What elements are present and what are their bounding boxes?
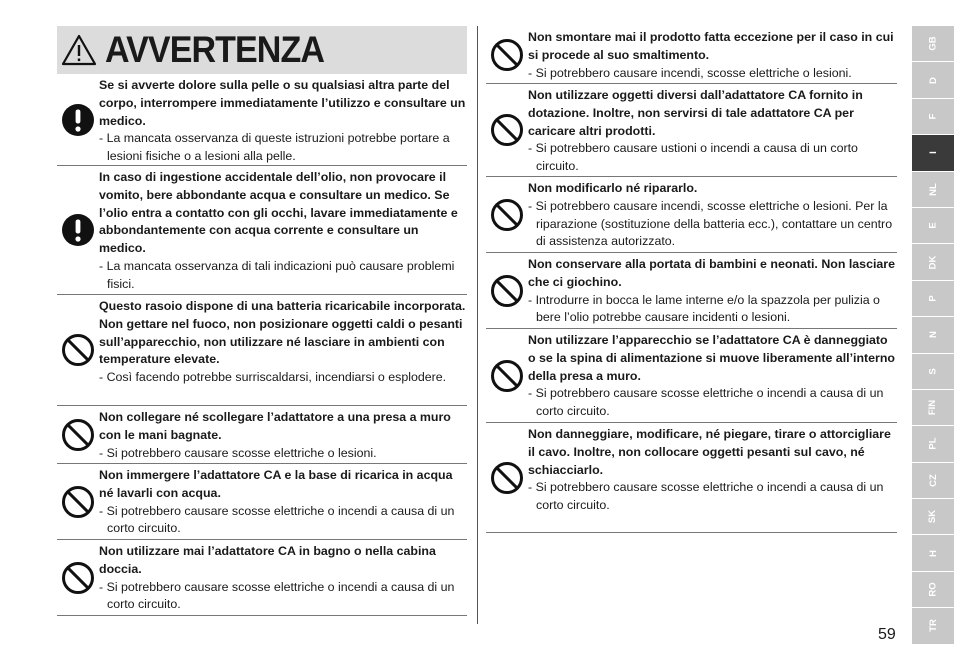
language-tabs xyxy=(912,26,954,645)
warning-triangle-icon xyxy=(61,34,97,66)
warning-item xyxy=(486,26,897,84)
language-tab-label: GB xyxy=(927,36,939,51)
warning-text: Non modificarlo né ripararlo. xyxy=(528,181,698,195)
language-tab-f[interactable] xyxy=(912,99,954,135)
language-tab-label: H xyxy=(927,549,939,557)
prohibited-icon xyxy=(486,177,528,252)
prohibited-icon xyxy=(486,423,528,532)
prohibited-icon xyxy=(486,26,528,83)
language-tab-label: NL xyxy=(927,182,939,196)
consequence-text: - Si potrebbero causare ustioni o incendi a causa di un corto circuito. xyxy=(528,141,858,174)
exclamation-icon xyxy=(57,74,99,165)
language-tab-label: TR xyxy=(927,619,939,633)
consequence-text: - Si potrebbero causare scosse elettriche o incendi a causa di un corto circuito. xyxy=(99,503,455,536)
warning-item xyxy=(486,253,897,329)
warning-text: Non utilizzare oggetti diversi dall’adattatore CA fornito in dotazione. Inoltre, non servirsi di tale adattatore CA per caricare altri prodotti. xyxy=(528,88,863,138)
language-tab-label: PL xyxy=(927,437,939,451)
prohibited-icon xyxy=(486,253,528,328)
warning-item xyxy=(486,329,897,423)
consequence-text: - Introdurre in bocca le lame interne e/o la spazzola per pulizia o bere l’olio potrebbe causare incidenti o lesioni. xyxy=(528,292,880,325)
language-tab-label: FIN xyxy=(927,399,939,416)
language-tab-label: P xyxy=(927,295,939,302)
page-number: 59 xyxy=(878,626,896,643)
language-tab-n[interactable] xyxy=(912,317,954,353)
language-tab-label: N xyxy=(927,331,939,339)
prohibited-icon xyxy=(57,464,99,539)
language-tab-tr[interactable] xyxy=(912,608,954,644)
language-tab-label: D xyxy=(927,76,939,84)
warning-text: Se si avverte dolore sulla pelle o su qualsiasi altra parte del corpo, interrompere immediatamente l’utilizzo e consultare un medico. xyxy=(99,78,466,128)
warning-item xyxy=(57,295,467,406)
consequence-text: - La mancata osservanza di tali indicazioni può causare problemi fisici. xyxy=(99,258,455,291)
warning-item xyxy=(57,406,467,464)
consequence-text: - La mancata osservanza di queste istruzioni potrebbe portare a lesioni fisiche o a lesioni alla pelle. xyxy=(99,131,450,164)
warning-text: Non danneggiare, modificare, né piegare, tirare o attorcigliare il cavo. Inoltre, non collocare oggetti pesanti sul cavo, né schiacciarlo. xyxy=(528,427,891,477)
language-tab-label: CZ xyxy=(927,474,939,487)
warning-item xyxy=(57,166,467,295)
language-tab-sk[interactable] xyxy=(912,499,954,535)
warning-text: Non immergere l’adattatore CA e la base di ricarica in acqua né lavarli con acqua. xyxy=(99,468,453,500)
prohibited-icon xyxy=(57,406,99,463)
exclamation-icon xyxy=(57,166,99,294)
warning-text: Non collegare né scollegare l’adattatore a una presa a muro con le mani bagnate. xyxy=(99,410,451,442)
consequence-text: - Si potrebbero causare scosse elettriche o lesioni. xyxy=(99,445,377,460)
warning-item xyxy=(57,74,467,166)
warning-text: Non utilizzare l’apparecchio se l’adattatore CA è danneggiato o se la spina di alimentazione si muove liberamente all’interno della presa a muro. xyxy=(528,333,896,383)
prohibited-icon xyxy=(57,295,99,405)
warning-item xyxy=(486,177,897,253)
language-tab-s[interactable] xyxy=(912,354,954,390)
warning-text: Non smontare mai il prodotto fatta eccezione per il caso in cui si procede al suo smaltimento. xyxy=(528,30,894,62)
prohibited-icon xyxy=(486,84,528,176)
consequence-text: - Si potrebbero causare incendi, scosse elettriche o lesioni. Per la riparazione (sostituzione della batteria ecc.), contattare un centro di assistenza autorizzato. xyxy=(528,198,893,249)
consequence-text: - Si potrebbero causare scosse elettriche o incendi a causa di un corto circuito. xyxy=(528,480,884,513)
language-tab-pl[interactable] xyxy=(912,426,954,462)
page-title: AVVERTENZA xyxy=(105,29,325,70)
warning-text: Non conservare alla portata di bambini e neonati. Non lasciare che ci giochino. xyxy=(528,257,896,289)
warning-item xyxy=(57,464,467,540)
language-tab-cz[interactable] xyxy=(912,463,954,499)
column-divider xyxy=(477,26,478,624)
language-tab-label: DK xyxy=(927,255,939,269)
prohibited-icon xyxy=(486,329,528,422)
warning-item xyxy=(486,84,897,177)
language-tab-label: SK xyxy=(927,510,939,524)
language-tab-label: RO xyxy=(927,582,939,597)
consequence-text: - Si potrebbero causare incendi, scosse elettriche o lesioni. xyxy=(528,65,852,80)
consequence-text: - Si potrebbero causare scosse elettriche o incendi a causa di un corto circuito. xyxy=(99,579,455,612)
language-tab-label: I xyxy=(927,151,939,155)
language-tab-nl[interactable] xyxy=(912,172,954,208)
language-tab-ro[interactable] xyxy=(912,572,954,608)
language-tab-fin[interactable] xyxy=(912,390,954,426)
prohibited-icon xyxy=(57,540,99,615)
language-tab-p[interactable] xyxy=(912,281,954,317)
warning-text: In caso di ingestione accidentale dell’olio, non provocare il vomito, bere abbondante acqua e consultare un medico. Se l’olio entra a contatto con gli occhi, lavare immediatamente e abbondantemente con acqua corrente e consultare un medico. xyxy=(99,170,458,256)
consequence-text: - Si potrebbero causare scosse elettriche o incendi a causa di un corto circuito. xyxy=(528,386,884,419)
warning-text: Questo rasoio dispone di una batteria ricaricabile incorporata. Non gettare nel fuoco, non posizionare oggetti caldi o pesanti sull’apparecchio, non utilizzare né lasciare in ambienti con temperature elevate. xyxy=(99,299,466,367)
language-tab-i[interactable] xyxy=(912,135,954,171)
language-tab-gb[interactable] xyxy=(912,26,954,62)
warning-heading xyxy=(57,26,467,74)
warning-item xyxy=(57,540,467,616)
language-tab-d[interactable] xyxy=(912,62,954,98)
consequence-text: - Così facendo potrebbe surriscaldarsi, incendiarsi o esplodere. xyxy=(99,370,447,385)
language-tab-dk[interactable] xyxy=(912,244,954,280)
language-tab-label: F xyxy=(927,113,939,120)
language-tab-h[interactable] xyxy=(912,535,954,571)
language-tab-label: E xyxy=(927,222,939,229)
language-tab-e[interactable] xyxy=(912,208,954,244)
language-tab-label: S xyxy=(927,368,939,375)
warning-text: Non utilizzare mai l’adattatore CA in bagno o nella cabina doccia. xyxy=(99,544,436,576)
warning-item xyxy=(486,423,897,533)
right-column xyxy=(486,26,897,533)
left-column xyxy=(57,26,467,616)
